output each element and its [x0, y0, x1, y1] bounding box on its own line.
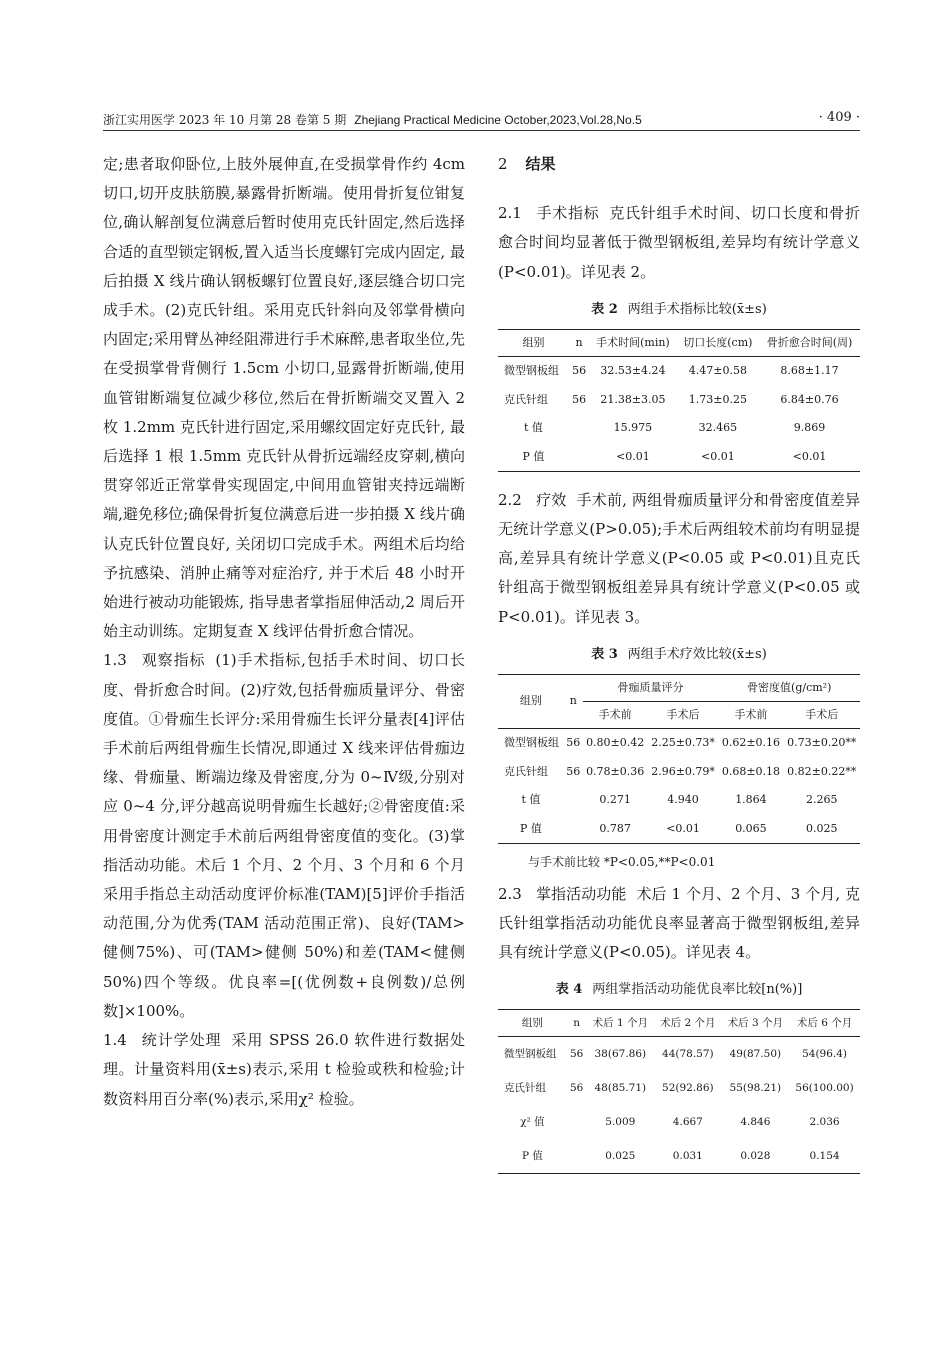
table-subheader: 手术前 [718, 701, 783, 728]
table-subheader: 手术前 [583, 701, 648, 728]
section-heading: 2.1 手术指标 [498, 204, 600, 223]
section-2-2 [498, 486, 860, 632]
table-row: P 值 0.025 0.031 0.028 0.154 [498, 1139, 860, 1174]
table-header: 骨痂质量评分 [583, 674, 719, 701]
table-header: 骨密度值(g/cm²) [718, 674, 860, 701]
journal-title-cn: 浙江实用医学 2023 年 10 月第 28 卷第 5 期 [103, 113, 347, 127]
methods-paragraph: 定;患者取仰卧位,上肢外展伸直,在受损掌骨作约 4cm 切口,切开皮肤筋膜,暴露骨折断端。使用骨折复位钳复位,确认解剖复位满意后暂时使用克氏针固定,然后选择合适的直型锁定钢板,置入适当长度螺钉完成内固定, 最后拍摄 X 线片确认钢板螺钉位置良好,逐层缝合切口完成手术。(2)克氏针组。采用克氏针斜向及邻掌骨横向内固定;采用臂丛神经阻滞进行手术麻醉,患者取坐位,先在受损掌骨背侧行 1.5cm 小切口,显露骨折断端,使用血管钳断端复位减少移位,然后在骨折断端交叉置入 2 枚 1.2mm 克氏针进行固定,采用螺纹固定好克氏针, 最后选择 1 根 1.5mm 克氏针从骨折远端经皮穿刺,横向贯穿邻近正常掌骨实现固定,中间用血管钳夹持远端断端,避免移位;确保骨折复位满意后进一步拍摄 X 线片确认克氏针位置良好, 关闭切口完成手术。两组术后均给予抗感染、消肿止痛等对症治疗, 并于术后 48 小时开始进行被动功能锻炼, 指导患者掌指屈伸活动,2 周后开始主动训练。定期复查 X 线评估骨折愈合情况。 [103, 155, 465, 641]
table-header: 组别 [498, 329, 569, 356]
table-header: 术后 3 个月 [722, 1010, 790, 1037]
table-row: 微型钢板组 56 0.80±0.42 2.25±0.73* 0.62±0.16 0.73±0.20** [504, 736, 857, 750]
table-row: 克氏针组 56 0.78±0.36 2.96±0.79* 0.68±0.18 0.82±0.22** [504, 764, 857, 778]
section-text: 克氏针组手术时间、切口长度和骨折愈合时间均显著低于微型钢板组,差异均有统计学意义(P<0.01)。详见表 2。 [498, 204, 860, 281]
table-3-caption: 表 3 两组手术疗效比较(x̄±s) [591, 646, 767, 662]
table-subheader: 手术后 [783, 701, 860, 728]
table-row: 克氏针组 56 21.38±3.05 1.73±0.25 6.84±0.76 [504, 392, 839, 406]
section-heading: 2.2 疗效 [498, 490, 567, 509]
table-2-caption: 表 2 两组手术指标比较(x̄±s) [591, 301, 767, 317]
table-header: 切口长度(cm) [677, 329, 759, 356]
table-header: 组别 [498, 674, 564, 728]
table-2 [498, 329, 860, 472]
table-header: 手术时间(min) [589, 329, 676, 356]
table-row: 微型钢板组 56 32.53±4.24 4.47±0.58 8.68±1.17 [504, 364, 839, 378]
section-heading: 1.3 观察指标 [103, 651, 206, 670]
table-header: 术后 6 个月 [789, 1010, 860, 1037]
table-header: 组别 [498, 1010, 567, 1037]
section-2-heading: 2 结果 [498, 155, 556, 173]
table-row: 克氏针组 56 48(85.71) 52(92.86) 55(98.21) 56(100.00) [504, 1082, 854, 1095]
table-header: n [564, 674, 583, 728]
journal-title-en: Zhejiang Practical Medicine October,2023,Vol.28,No.5 [354, 113, 642, 127]
table-row: P 值 <0.01 <0.01 <0.01 [498, 442, 860, 471]
section-text: 手术前, 两组骨痂质量评分和骨密度值差异无统计学意义(P>0.05);手术后两组较术前均有明显提高,差异具有统计学意义(P<0.05 或 P<0.01)且克氏针组高于微型钢板组差异具有统计学意义(P<0.05 或 P<0.01)。详见表 3。 [498, 490, 860, 626]
table-row: t 值 0.271 4.940 1.864 2.265 [521, 793, 838, 807]
left-column [103, 150, 465, 1114]
table-header: 骨折愈合时间(周) [759, 329, 860, 356]
table-row: 微型钢板组 56 38(67.86) 44(78.57) 49(87.50) 54(96.4) [504, 1048, 848, 1061]
right-column [498, 150, 860, 1174]
table-3-footnote: 与手术前比较 *P<0.05,**P<0.01 [528, 854, 716, 869]
section-text: 术后 1 个月、2 个月、3 个月, 克氏针组掌指活动功能优良率显著高于微型钢板组,差异具有统计学意义(P<0.05)。详见表 4。 [498, 884, 860, 962]
section-text: 采用 SPSS 26.0 软件进行数据处理。计量资料用(x̄±s)表示,采用 t 检验或秩和检验;计数资料用百分率(%)表示,采用χ² 检验。 [103, 1031, 465, 1108]
section-1-3 [103, 646, 465, 1026]
page-number: · 409 · [818, 110, 860, 125]
table-row: χ² 值 5.009 4.667 4.846 2.036 [520, 1116, 840, 1129]
table-header: n [569, 329, 589, 356]
table-4-caption: 表 4 两组掌指活动功能优良率比较[n(%)] [555, 982, 803, 998]
journal-info [103, 111, 642, 128]
section-1-4 [103, 1026, 465, 1114]
table-header: 术后 2 个月 [654, 1010, 722, 1037]
section-2-3 [498, 880, 860, 968]
section-text: (1)手术指标,包括手术时间、切口长度、骨折愈合时间。(2)疗效,包括骨痂质量评分、骨密度值。①骨痂生长评分:采用骨痂生长评分量表[4]评估手术前后两组骨痂生长情况,即通过 X 线来评估骨痂边缘、骨痂量、断端边缘及骨密度,分为 0~Ⅳ级,分别对应 0~4 分,评分越高说明骨痂生长越好;②骨密度值:采用骨密度计测定手术前后两组骨密度值的变化。(3)掌指活动功能。术后 1 个月、2 个月、3 个月和 6 个月采用手指总主动活动度评价标准(TAM)[5]评价手指活动范围,分为优秀(TAM 活动范围正常)、良好(TAM>健侧75%)、可(TAM>健侧 50%)和差(TAM<健侧50%)四个等级。优良率=[(优例数+良例数)/总例数]×100%。 [103, 651, 465, 1020]
section-heading: 1.4 统计学处理 [103, 1031, 222, 1050]
table-4 [498, 1009, 860, 1174]
section-heading: 2.3 掌指活动功能 [498, 884, 627, 903]
table-row: P 值 0.787 <0.01 0.065 0.025 [498, 814, 860, 843]
table-3 [498, 674, 860, 844]
table-row: t 值 15.975 32.465 9.869 [524, 421, 826, 435]
running-header [103, 108, 860, 131]
table-subheader: 手术后 [648, 701, 719, 728]
section-2-1 [498, 199, 860, 287]
table-header: 术后 1 个月 [587, 1010, 655, 1037]
table-header: n [567, 1010, 587, 1037]
